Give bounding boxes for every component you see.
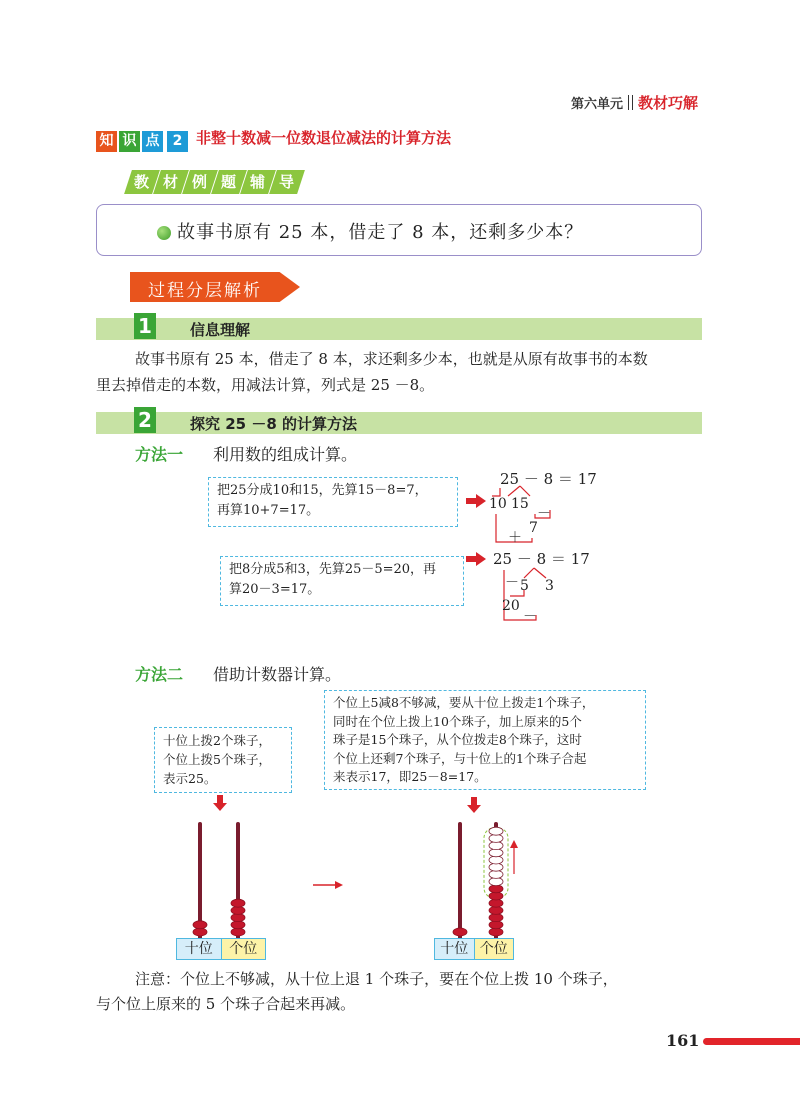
- bead: [231, 899, 245, 907]
- method1-label: 方法一: [135, 445, 184, 464]
- bead: [489, 928, 503, 936]
- box-left-line1: 十位上拨2个珠子，: [163, 733, 271, 748]
- bead: [231, 906, 245, 914]
- step2-bar: [96, 412, 702, 434]
- removed-bead: [489, 870, 503, 878]
- note-line1: 注意：个位上不够减，从十位上退 1 个珠子，要在个位上拨 10 个珠子，: [135, 970, 618, 988]
- note-line2: 与个位上原来的 5 个珠子合起来再减。: [96, 995, 356, 1013]
- bead: [193, 928, 207, 936]
- bead: [489, 885, 503, 893]
- abacus-right-labels: [434, 938, 514, 960]
- removed-bead: [489, 834, 503, 842]
- down-arrow-icon: [467, 797, 481, 813]
- step1-title: 信息理解: [190, 321, 251, 339]
- page-bar: [703, 1038, 800, 1045]
- kp-char-2: 识: [119, 131, 140, 152]
- step1-line1: 故事书原有 25 本，借走了 8 本，求还剩多少本，也就是从原有故事书的本数: [135, 350, 648, 368]
- page-number: 161: [666, 1031, 700, 1050]
- step1-bar: [96, 318, 702, 340]
- bead: [193, 921, 207, 929]
- diagram2-minus: －: [505, 575, 519, 591]
- guide-char: 例: [182, 170, 218, 194]
- knowledge-point-title: 非整十数减一位数退位减法的计算方法: [196, 129, 452, 147]
- abacus-left-labels: [176, 938, 266, 960]
- diagram2-minus-2: －: [523, 609, 537, 625]
- section-label: 教材巧解: [637, 94, 698, 112]
- box-left-line2: 个位上拨5个珠子，: [163, 752, 271, 767]
- green-dot-icon: [157, 226, 171, 240]
- box-left-line3: 表示25。: [163, 771, 217, 786]
- diagram2-three: 3: [545, 578, 554, 594]
- diagram1-minus: －: [537, 506, 551, 522]
- ones-beads: [231, 899, 245, 936]
- box-right-line3: 珠子是15个珠子，从个位拨走8个珠子，这时: [333, 732, 582, 747]
- method2-label: 方法二: [135, 665, 184, 684]
- kp-char-3: 点: [142, 131, 163, 152]
- header-separator: [628, 95, 633, 110]
- tens-label: 十位: [435, 939, 475, 959]
- tens-beads: [453, 928, 467, 936]
- unit-header: [571, 92, 698, 113]
- removed-bead: [489, 827, 503, 835]
- bead: [489, 899, 503, 907]
- method1-desc: 利用数的组成计算。: [213, 445, 358, 464]
- removed-bead: [489, 856, 503, 864]
- box-right-line5: 来表示17，即25－8=17。: [333, 769, 487, 784]
- step1-number: 1: [134, 313, 156, 339]
- bead: [231, 928, 245, 936]
- ones-beads: [489, 827, 503, 936]
- question-text: 故事书原有 25 本，借走了 8 本，还剩多少本？: [177, 222, 584, 243]
- diagram2-five: 5: [520, 578, 529, 594]
- box-right-line1: 个位上5减8不够减，要从十位上拨走1个珠子，: [333, 695, 595, 710]
- down-arrow-icon: [213, 795, 227, 811]
- diagram2-equation: 25 － 8 ＝ 17: [493, 550, 590, 568]
- up-arrow-icon: [509, 840, 519, 874]
- method2-box-right: [324, 690, 646, 790]
- red-arrow-icon: [466, 552, 486, 566]
- bead: [489, 906, 503, 914]
- guide-char: 辅: [240, 170, 276, 194]
- process-banner-text: 过程分层解析: [148, 281, 262, 301]
- step2-number: 2: [134, 407, 156, 433]
- diagram1-ten: 10: [489, 496, 507, 512]
- tens-beads: [193, 921, 207, 936]
- box1-line2: 再算10+7=17。: [217, 503, 320, 518]
- bead: [453, 928, 467, 936]
- box1-line1: 把25分成10和15，先算15－8=7，: [217, 483, 428, 498]
- method1-box2: [220, 556, 464, 606]
- ones-label: 个位: [222, 939, 266, 959]
- diagram2-twenty: 20: [502, 598, 520, 614]
- example-guide-banner: [128, 170, 302, 194]
- diagram1-plus: ＋: [508, 530, 522, 546]
- knowledge-point-row: [96, 127, 451, 152]
- diagram1-equation: 25 － 8 ＝ 17: [500, 470, 597, 488]
- diagram1-lines: [480, 478, 570, 548]
- ones-label: 个位: [475, 939, 514, 959]
- removed-bead: [489, 863, 503, 871]
- box-right-line2: 同时在个位上拨上10个珠子，加上原来的5个: [333, 713, 582, 729]
- step2-title: 探究 25 －8 的计算方法: [190, 415, 357, 433]
- box-right-line4: 个位上还剩7个珠子，与十位上的1个珠子合起: [333, 750, 587, 766]
- unit-label: 第六单元: [570, 97, 623, 112]
- kp-number: 2: [167, 131, 188, 152]
- method2-box-left: [154, 727, 292, 793]
- diagram1-seven: 7: [529, 520, 538, 536]
- bead: [489, 892, 503, 900]
- guide-char: 教: [124, 170, 160, 194]
- tens-rod: [458, 822, 462, 940]
- kp-char-1: 知: [96, 131, 117, 152]
- method2-desc: 借助计数器计算。: [213, 665, 342, 684]
- tens-label: 十位: [177, 939, 222, 959]
- step1-line2: 里去掉借走的本数，用减法计算，列式是 25 －8。: [96, 376, 435, 394]
- right-arrow-icon: [313, 880, 343, 890]
- abacus-left: [170, 822, 270, 940]
- box2-line1: 把8分成5和3，先算25－5=20，再: [229, 562, 437, 577]
- guide-char: 材: [153, 170, 189, 194]
- method1-box1: [208, 477, 458, 527]
- diagram1-fifteen: 15: [511, 496, 529, 512]
- guide-char: 导: [269, 170, 305, 194]
- box2-line2: 算20－3=17。: [229, 582, 321, 597]
- guide-char: 题: [211, 170, 247, 194]
